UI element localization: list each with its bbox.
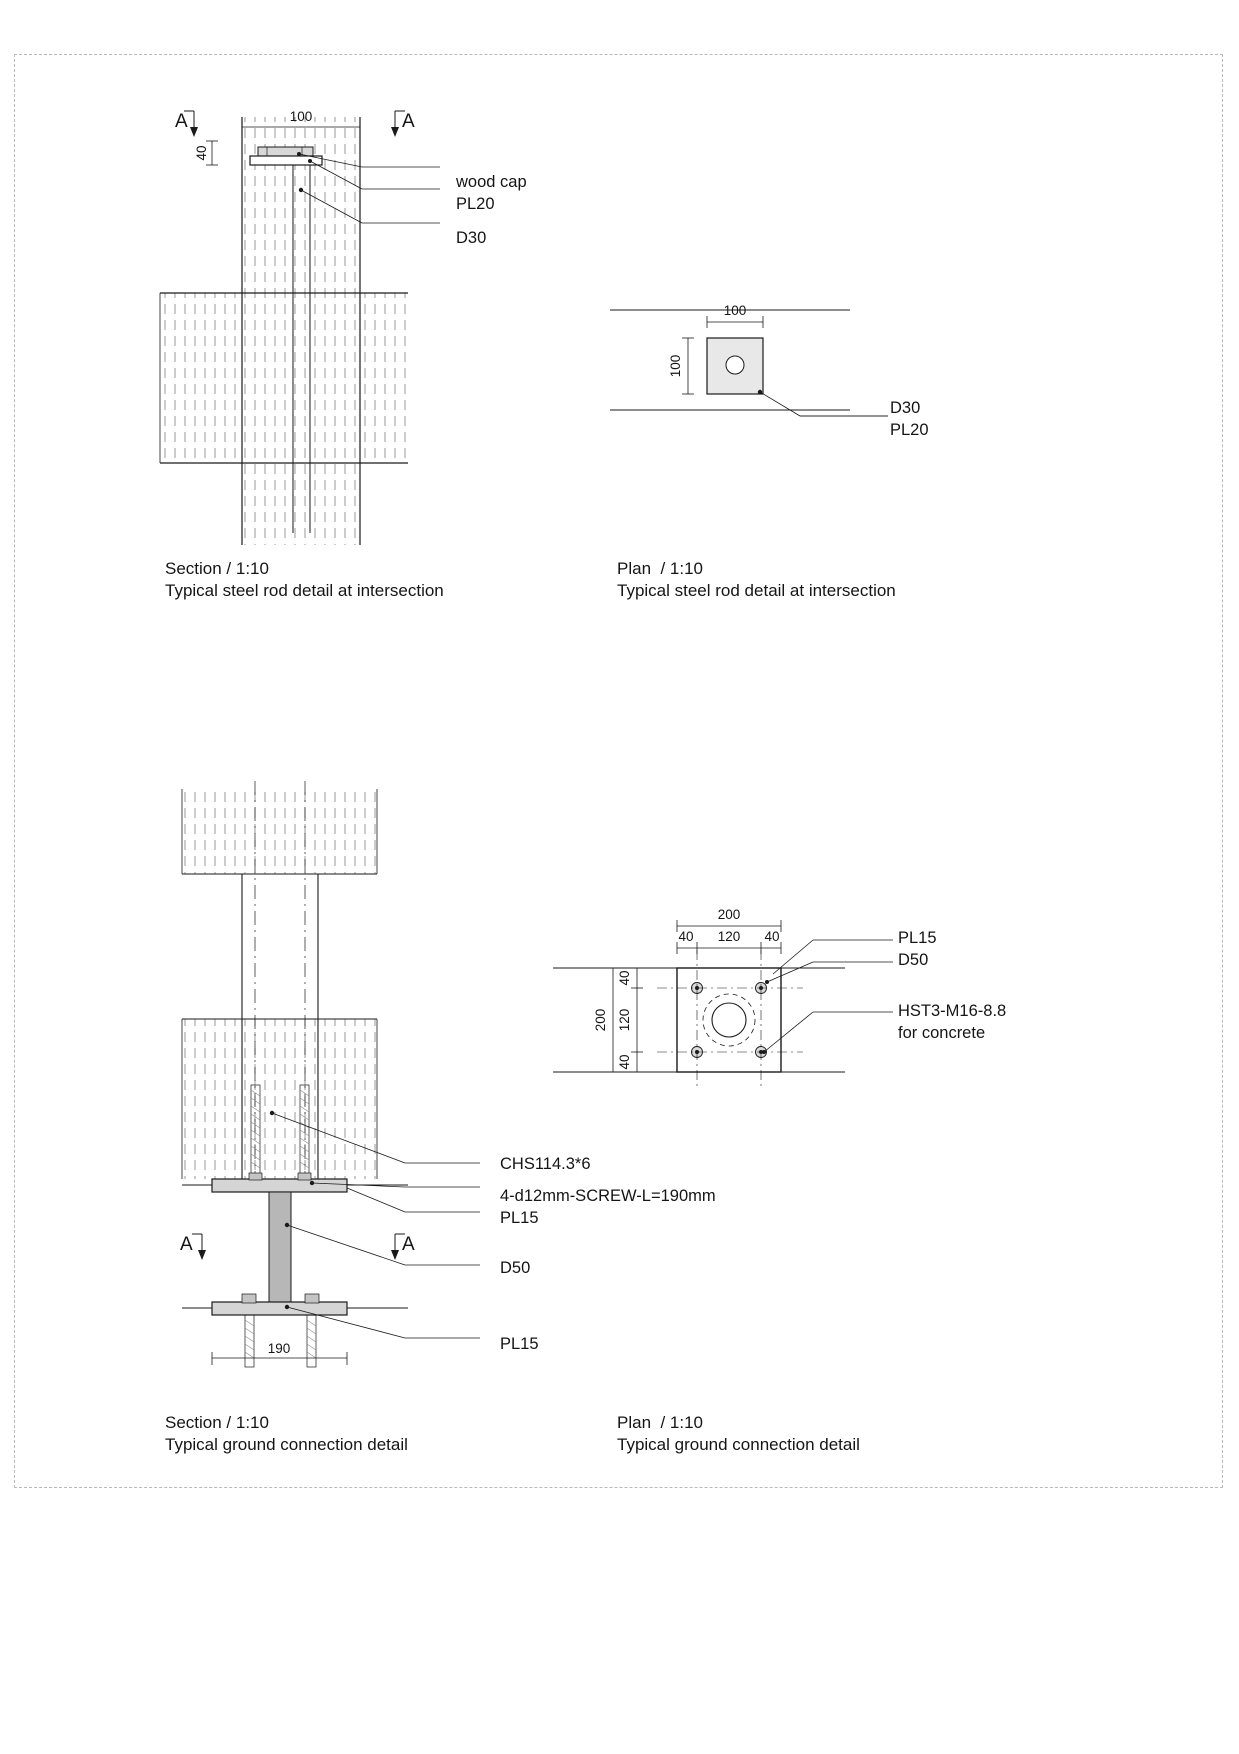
dim-100-plan-top: 100: [723, 303, 747, 318]
label-plan-d50: D50: [898, 951, 929, 969]
label-d50: D50: [500, 1259, 531, 1277]
dim-40-top-left: 40: [678, 929, 694, 944]
dim-200-top: 200: [717, 907, 741, 922]
detail-steel-rod-plan: [600, 300, 940, 450]
label-plan-d30: D30: [890, 399, 921, 417]
dim-120-top: 120: [717, 929, 741, 944]
caption-detail-2-line-1: Plan / 1:10: [617, 559, 704, 578]
caption-detail-1-line-1: Section / 1:10: [165, 559, 269, 578]
caption-detail-3-line-2: Typical ground connection detail: [165, 1435, 408, 1454]
dim-40-left-top: 40: [617, 970, 632, 986]
caption-detail-3-line-1: Section / 1:10: [165, 1413, 269, 1432]
dim-40-left-bottom: 40: [617, 1054, 632, 1070]
dim-190: 190: [267, 1341, 291, 1356]
dim-40-left: 40: [194, 145, 209, 161]
dim-100-plan-left: 100: [668, 354, 683, 378]
section-mark-a-right-2: A: [402, 1234, 415, 1255]
label-d30: D30: [456, 229, 487, 247]
caption-detail-1-line-2: Typical steel rod detail at intersection: [165, 581, 444, 600]
caption-detail-4-line-2: Typical ground connection detail: [617, 1435, 860, 1454]
detail-steel-rod-section: [150, 95, 570, 565]
label-wood-cap: wood cap: [456, 173, 527, 191]
dim-120-left: 120: [617, 1008, 632, 1032]
label-plan-pl15: PL15: [898, 929, 937, 947]
section-mark-a-left-2: A: [180, 1234, 193, 1255]
caption-detail-2-line-2: Typical steel rod detail at intersection: [617, 581, 896, 600]
label-plan-pl20: PL20: [890, 421, 929, 439]
dim-40-top-right: 40: [764, 929, 780, 944]
label-pl15-a: PL15: [500, 1209, 539, 1227]
section-mark-a-right: A: [402, 111, 415, 132]
label-hst-line-1: HST3-M16-8.8: [898, 1002, 1007, 1020]
dim-200-left: 200: [593, 1008, 608, 1032]
label-chs: CHS114.3*6: [500, 1155, 591, 1173]
dim-100-top: 100: [289, 109, 313, 124]
label-screw: 4-d12mm-SCREW-L=190mm: [500, 1187, 716, 1205]
caption-detail-4-line-1: Plan / 1:10: [617, 1413, 704, 1432]
detail-ground-connection-section: [150, 775, 580, 1375]
label-pl15-b: PL15: [500, 1335, 539, 1353]
section-mark-a-left: A: [175, 111, 188, 132]
label-hst-line-2: for concrete: [898, 1024, 986, 1042]
label-pl20: PL20: [456, 195, 495, 213]
